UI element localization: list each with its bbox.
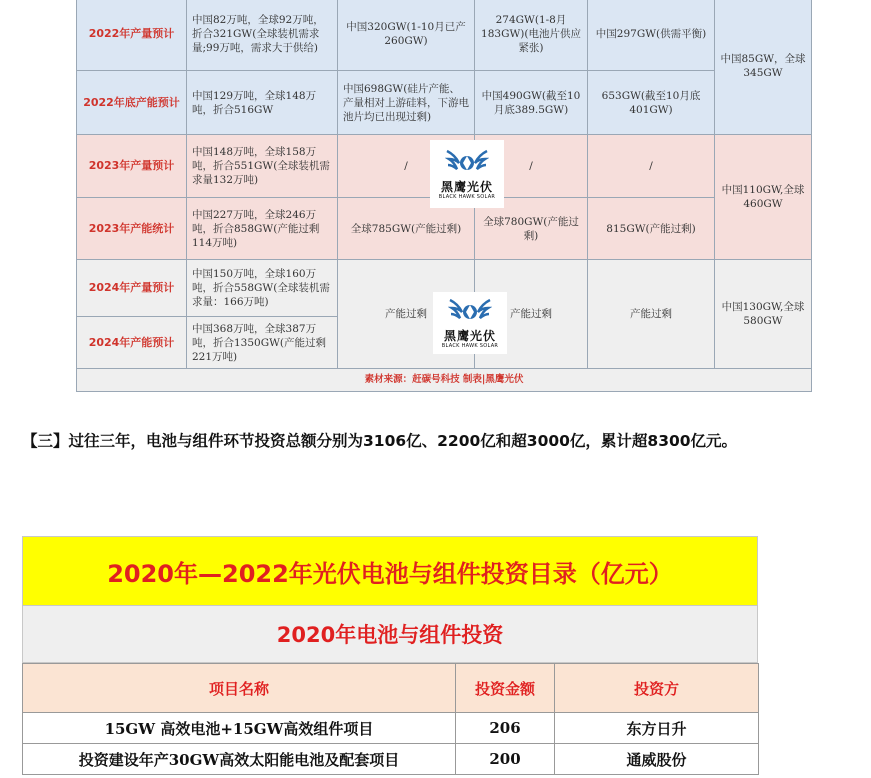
investor: 东方日升 xyxy=(555,713,759,744)
wafer-cell: 中国320GW(1-10月已产260GW) xyxy=(338,0,475,71)
module-cell: 653GW(截至10月底401GW) xyxy=(588,71,715,135)
row-label: 2023年产能统计 xyxy=(77,198,187,260)
cell-cell: 中国490GW(截至10月底389.5GW) xyxy=(475,71,588,135)
wafer-cell: 中国698GW(硅片产能、产量相对上游硅料，下游电池片均已出现过剩) xyxy=(338,71,475,135)
cell-cell: 产能过剩 xyxy=(475,260,588,369)
module-cell: 产能过剩 xyxy=(588,260,715,369)
module-cell: 815GW(产能过剩) xyxy=(588,198,715,260)
investment-title: 2020年—2022年光伏电池与组件投资目录（亿元） xyxy=(22,536,758,606)
module-cell: / xyxy=(588,135,715,198)
table-row xyxy=(77,71,812,135)
hawk-logo-icon xyxy=(448,296,492,328)
column-header: 投资方 xyxy=(555,664,759,713)
investment-subtitle: 2020年电池与组件投资 xyxy=(22,606,758,663)
polysilicon-cell: 中国150万吨，全球160万吨，折合558GW(全球装机需求量：166万吨) xyxy=(187,260,338,317)
table-header-row xyxy=(23,664,759,713)
section-three-paragraph: 【三】过往三年，电池与组件环节投资总额分别为3106亿、2200亿和超3000亿，累计超8300亿元。 xyxy=(22,432,738,450)
table-row xyxy=(23,744,759,775)
column-header: 投资金额 xyxy=(456,664,555,713)
row-label: 2022年底产能预计 xyxy=(77,71,187,135)
wafer-cell: 产能过剩 xyxy=(338,260,475,369)
investment-amount: 200 xyxy=(456,744,555,775)
installed-cell: 中国85GW，全球345GW xyxy=(715,0,812,135)
watermark-cn: 黑鹰光伏 xyxy=(440,180,493,194)
installed-cell: 中国130GW,全球580GW xyxy=(715,260,812,369)
row-label: 2024年产能预计 xyxy=(77,317,187,369)
black-hawk-watermark xyxy=(433,292,507,354)
project-name: 15GW 高效电池+15GW高效组件项目 xyxy=(23,713,456,744)
wafer-cell: 全球785GW(产能过剩) xyxy=(338,198,475,260)
polysilicon-cell: 中国129万吨，全球148万吨，折合516GW xyxy=(187,71,338,135)
row-label: 2022年产量预计 xyxy=(77,0,187,71)
polysilicon-cell: 中国82万吨，全球92万吨，折合321GW(全球装机需求量;99万吨，需求大于供给) xyxy=(187,0,338,71)
polysilicon-cell: 中国148万吨，全球158万吨，折合551GW(全球装机需求量132万吨) xyxy=(187,135,338,198)
polysilicon-cell: 中国368万吨，全球387万吨，折合1350GW(产能过剩221万吨) xyxy=(187,317,338,369)
watermark-en: BLACK HAWK SOLAR xyxy=(438,194,496,200)
column-header: 项目名称 xyxy=(23,664,456,713)
watermark-en: BLACK HAWK SOLAR xyxy=(441,343,499,349)
polysilicon-cell: 中国227万吨，全球246万吨，折合858GW(产能过剩114万吨) xyxy=(187,198,338,260)
investment-grid xyxy=(22,663,759,775)
source-row xyxy=(77,369,812,392)
row-label: 2024年产量预计 xyxy=(77,260,187,317)
installed-cell: 中国110GW,全球460GW xyxy=(715,135,812,260)
investor: 通威股份 xyxy=(555,744,759,775)
cell-cell: / xyxy=(475,135,588,198)
table-row xyxy=(77,0,812,71)
wafer-cell: / xyxy=(338,135,475,198)
cell-cell: 274GW(1-8月183GW)(电池片供应紧张) xyxy=(475,0,588,71)
module-cell: 中国297GW(供需平衡) xyxy=(588,0,715,71)
investment-amount: 206 xyxy=(456,713,555,744)
black-hawk-watermark xyxy=(430,140,504,208)
hawk-logo-icon xyxy=(445,147,489,179)
cell-cell: 全球780GW(产能过剩) xyxy=(475,198,588,260)
table-row xyxy=(23,713,759,744)
source-note: 素材来源：赶碳号科技 制表|黑鹰光伏 xyxy=(77,369,812,392)
row-label: 2023年产量预计 xyxy=(77,135,187,198)
investment-table xyxy=(22,536,758,775)
project-name: 投资建设年产30GW高效太阳能电池及配套项目 xyxy=(23,744,456,775)
watermark-cn: 黑鹰光伏 xyxy=(443,329,496,343)
